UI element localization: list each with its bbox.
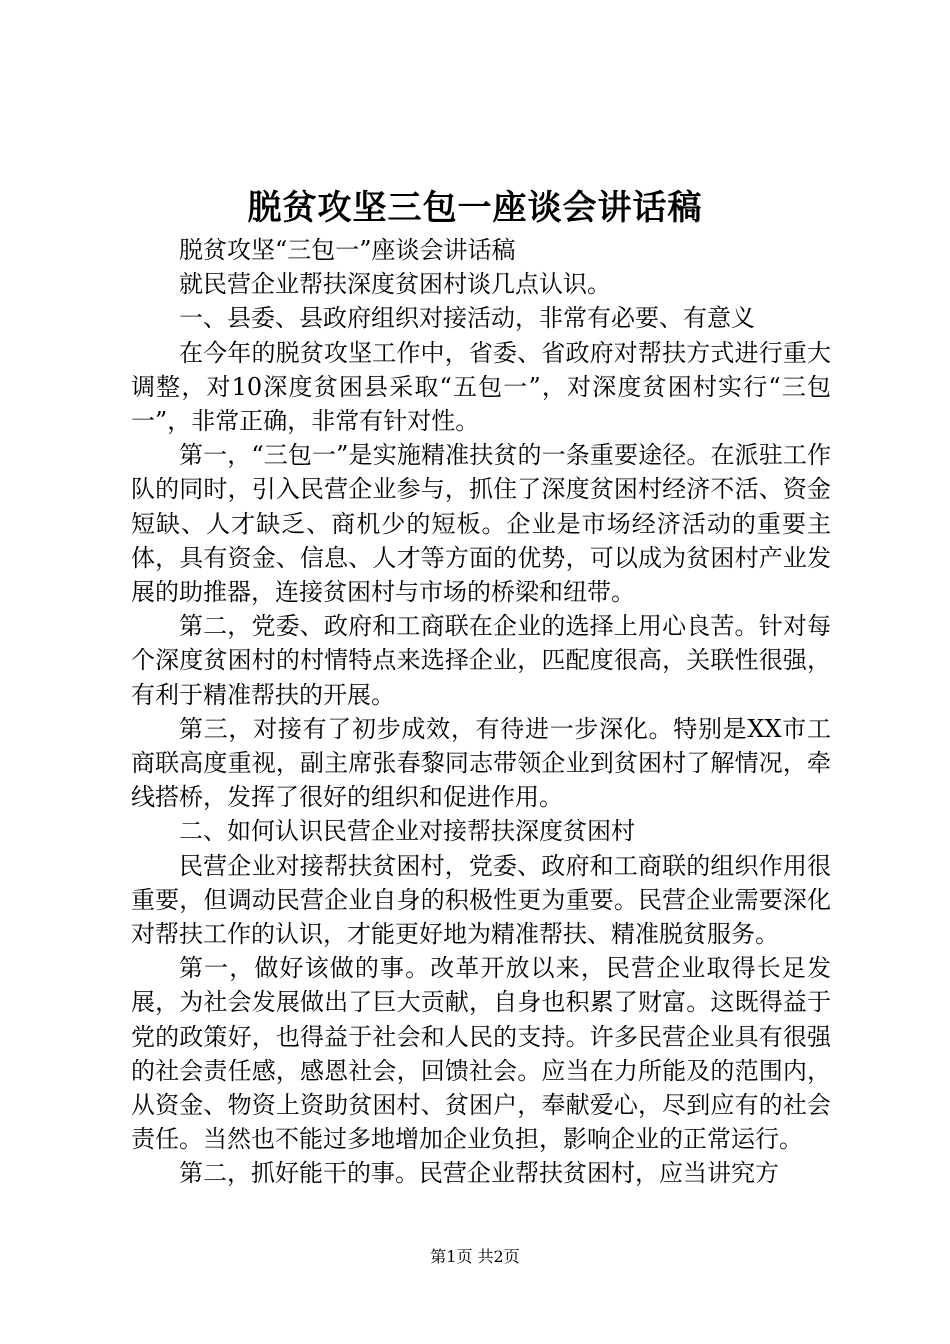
section-heading-1: 一、县委、县政府组织对接活动，非常有必要、有意义 <box>179 304 755 333</box>
paragraph: 第一，“三包一”是实施精准扶贫的一条重要途径。在派驻工作队的同时，引入民营企业参与，抓住了深度贫困村经济不活、资金短缺、人才缺乏、商机少的短板。企业是市场经济活动的重要主体，具有资金、信息、人才等方面的优势，可以成为贫困村产业发展的助推器，连接贫困村与市场的桥梁和纽带。 <box>131 441 831 607</box>
paragraph-intro: 就民营企业帮扶深度贫困村谈几点认识。 <box>179 270 611 299</box>
paragraph: 第一，做好该做的事。改革开放以来，民营企业取得长足发展，为社会发展做出了巨大贡献，自身也积累了财富。这既得益于党的政策好，也得益于社会和人民的支持。许多民营企业具有很强的社会责任感，感恩社会，回馈社会。应当在力所能及的范围内，从资金、物资上资助贫困村、贫困户，奉献爱心，尽到应有的社会责任。当然也不能过多地增加企业负担，影响企业的正常运行。 <box>131 954 831 1154</box>
paragraph-heading-repeat: 脱贫攻坚“三包一”座谈会讲话稿 <box>179 236 516 264</box>
paragraph: 在今年的脱贫攻坚工作中，省委、省政府对帮扶方式进行重大调整，对10深度贫困县采取“五包一”，对深度贫困村实行“三包一”，非常正确，非常有针对性。 <box>131 338 831 436</box>
paragraph: 民营企业对接帮扶贫困村，党委、政府和工商联的组织作用很重要，但调动民营企业自身的积极性更为重要。民营企业需要深化对帮扶工作的认识，才能更好地为精准帮扶、精准脱贫服务。 <box>131 851 831 949</box>
page-number-footer: 第1页 共2页 <box>430 1247 520 1266</box>
document-title: 脱贫攻坚三包一座谈会讲话稿 <box>247 188 703 228</box>
document-body <box>131 233 831 1191</box>
section-heading-2: 二、如何认识民营企业对接帮扶深度贫困村 <box>179 817 635 846</box>
paragraph: 第二，党委、政府和工商联在企业的选择上用心良苦。针对每个深度贫困村的村情特点来选择企业，匹配度很高，关联性很强，有利于精准帮扶的开展。 <box>131 612 831 709</box>
paragraph: 第二，抓好能干的事。民营企业帮扶贫困村，应当讲究方 <box>179 1159 779 1188</box>
paragraph: 第三，对接有了初步成效，有待进一步深化。特别是XX市工商联高度重视，副主席张春黎同志带领企业到贫困村了解情况，牵线搭桥，发挥了很好的组织和促进作用。 <box>131 714 831 812</box>
